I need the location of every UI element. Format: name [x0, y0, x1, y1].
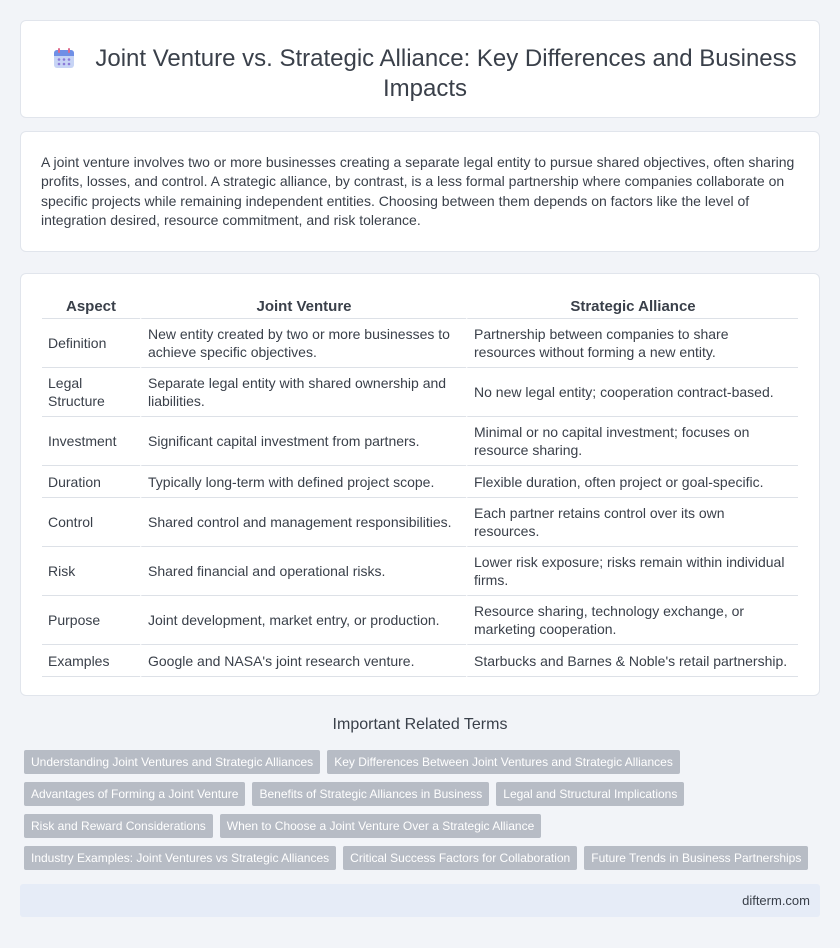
row-joint-venture: Separate legal entity with shared ownership and liabilities.: [140, 368, 466, 417]
related-tag[interactable]: Legal and Structural Implications: [496, 782, 684, 806]
row-aspect: Examples: [42, 645, 140, 677]
row-joint-venture: New entity created by two or more businesses to achieve specific objectives.: [140, 319, 466, 368]
related-tag[interactable]: Understanding Joint Ventures and Strategic Alliances: [24, 750, 320, 774]
table-row: [42, 368, 798, 417]
related-tags-row: [24, 846, 815, 870]
row-joint-venture: Google and NASA's joint research venture.: [140, 645, 466, 677]
table-row: [42, 466, 798, 498]
row-aspect: Definition: [42, 319, 140, 368]
calendar-icon: [53, 47, 75, 69]
table-row: [42, 319, 798, 368]
related-tag[interactable]: Benefits of Strategic Alliances in Business: [252, 782, 489, 806]
header-joint-venture: Joint Venture: [140, 295, 466, 319]
related-tag[interactable]: When to Choose a Joint Venture Over a Strategic Alliance: [220, 814, 542, 838]
row-joint-venture: Joint development, market entry, or production.: [140, 596, 466, 645]
page-title-text: Joint Venture vs. Strategic Alliance: Key Differences and Business Impacts: [95, 45, 797, 102]
table-header-row: [42, 295, 798, 319]
row-strategic-alliance: Starbucks and Barnes & Noble's retail partnership.: [466, 645, 798, 677]
header-card: [20, 20, 820, 118]
row-aspect: Risk: [42, 547, 140, 596]
comparison-table-card: [20, 273, 820, 696]
table-row: [42, 498, 798, 547]
row-aspect: Purpose: [42, 596, 140, 645]
related-tag[interactable]: Critical Success Factors for Collaboration: [343, 846, 577, 870]
row-strategic-alliance: No new legal entity; cooperation contract-based.: [466, 368, 798, 417]
related-tags-row: [24, 750, 687, 774]
row-strategic-alliance: Each partner retains control over its own resources.: [466, 498, 798, 547]
related-tags-row: [24, 782, 691, 806]
footer-site-link[interactable]: difterm.com: [742, 893, 810, 908]
related-tags-row: [24, 814, 548, 838]
row-strategic-alliance: Lower risk exposure; risks remain within individual firms.: [466, 547, 798, 596]
row-aspect: Investment: [42, 417, 140, 466]
related-tag[interactable]: Key Differences Between Joint Ventures and Strategic Alliances: [327, 750, 680, 774]
row-joint-venture: Typically long-term with defined project scope.: [140, 466, 466, 498]
table-row: [42, 547, 798, 596]
header-strategic-alliance: Strategic Alliance: [466, 295, 798, 319]
row-aspect: Control: [42, 498, 140, 547]
row-strategic-alliance: Resource sharing, technology exchange, or marketing cooperation.: [466, 596, 798, 645]
row-strategic-alliance: Flexible duration, often project or goal-specific.: [466, 466, 798, 498]
related-tag[interactable]: Risk and Reward Considerations: [24, 814, 213, 838]
intro-card: [20, 131, 820, 252]
page-title: [51, 44, 799, 104]
row-aspect: Duration: [42, 466, 140, 498]
row-strategic-alliance: Partnership between companies to share resources without forming a new entity.: [466, 319, 798, 368]
row-aspect: Legal Structure: [42, 368, 140, 417]
comparison-table: [42, 295, 798, 677]
table-row: [42, 596, 798, 645]
row-joint-venture: Shared control and management responsibilities.: [140, 498, 466, 547]
related-tag[interactable]: Advantages of Forming a Joint Venture: [24, 782, 245, 806]
intro-paragraph: A joint venture involves two or more businesses creating a separate legal entity to pursue shared objectives, often sharing profits, losses, and control. A strategic alliance, by contrast, is a less formal partnership where companies collaborate on specific projects while remaining independent entities. Choosing between them depends on factors like the level of integration desired, resource commitment, and risk tolerance.: [41, 154, 795, 228]
header-aspect: Aspect: [42, 295, 140, 319]
row-joint-venture: Significant capital investment from partners.: [140, 417, 466, 466]
table-row: [42, 645, 798, 677]
related-tag[interactable]: Future Trends in Business Partnerships: [584, 846, 808, 870]
table-row: [42, 417, 798, 466]
related-tag[interactable]: Industry Examples: Joint Ventures vs Strategic Alliances: [24, 846, 336, 870]
row-joint-venture: Shared financial and operational risks.: [140, 547, 466, 596]
related-terms-title: Important Related Terms: [332, 716, 508, 733]
footer: [20, 884, 820, 917]
row-strategic-alliance: Minimal or no capital investment; focuses on resource sharing.: [466, 417, 798, 466]
